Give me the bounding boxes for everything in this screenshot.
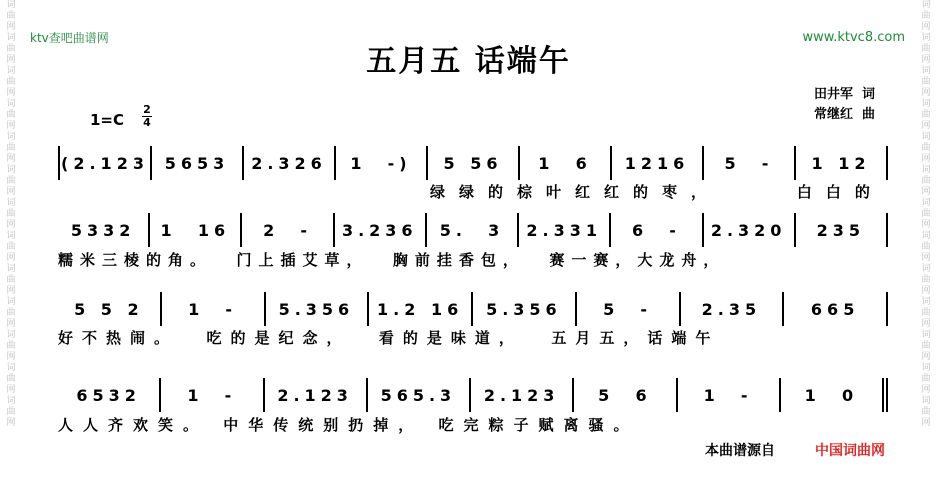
lyrics-line-3: 好不热闹。 吃的是纪念， 看的是味道， 五月五，话端午	[58, 329, 720, 347]
watermark-char: 词	[6, 264, 16, 274]
watermark-char: 网	[6, 352, 16, 362]
composer-credit: 常继红 曲	[814, 107, 876, 122]
watermark-char: 网	[921, 385, 931, 395]
watermark-char: 词	[921, 297, 931, 307]
watermark-char: 词	[921, 132, 931, 142]
measure: 6532	[58, 378, 161, 412]
watermark-char: 词	[921, 33, 931, 43]
watermark-char: 网	[6, 55, 16, 65]
credits	[814, 85, 875, 125]
watermark-char: 词	[921, 231, 931, 241]
measure: 2.123	[265, 378, 368, 412]
watermark-char: 词	[6, 132, 16, 142]
staff-line-3	[58, 292, 888, 326]
watermark-char: 曲	[6, 176, 16, 186]
source-label: 本曲谱源自	[705, 443, 775, 459]
watermark-char: 网	[921, 88, 931, 98]
watermark-char: 词	[6, 0, 16, 10]
watermark-char: 曲	[921, 374, 931, 384]
measure: 3.236	[335, 213, 427, 247]
watermark-char: 词	[6, 165, 16, 175]
measure: 1 -)	[336, 146, 428, 180]
source-site-link[interactable]: 中国词曲网	[815, 443, 885, 459]
watermark-char: 词	[921, 363, 931, 373]
watermark-char: 曲	[921, 176, 931, 186]
measure: 1 -	[678, 378, 781, 412]
measure: 1 6	[520, 146, 612, 180]
measure: 5.356	[266, 292, 370, 326]
measure: 5 5 2	[58, 292, 162, 326]
watermark-char: 曲	[921, 242, 931, 252]
lyrics-line-1: 绿绿的棕叶红红的枣， 白白的	[430, 183, 884, 201]
watermark-char: 词	[921, 66, 931, 76]
measure: (2.123	[58, 146, 152, 180]
watermark-char: 曲	[6, 77, 16, 87]
measure: 2.326	[244, 146, 336, 180]
measure: 1.2 16	[369, 292, 473, 326]
measure: 1 12	[796, 146, 888, 180]
watermark-char: 曲	[6, 242, 16, 252]
watermark-char: 曲	[6, 11, 16, 21]
measure: 2.123	[471, 378, 574, 412]
site-name-left[interactable]: ktv查吧曲谱网	[30, 31, 109, 45]
measure: 5332	[58, 213, 150, 247]
watermark-char: 曲	[6, 275, 16, 285]
measure: 1 16	[150, 213, 242, 247]
time-signature-bottom: 4	[143, 116, 151, 129]
watermark-char: 词	[6, 363, 16, 373]
measure: 565.3	[368, 378, 471, 412]
watermark-char: 网	[921, 418, 931, 428]
lyrics-line-4: 人人齐欢笑。 中华传统别扔掉， 吃完粽子赋离骚。	[58, 416, 639, 434]
staff-line-4	[58, 378, 888, 412]
watermark-char: 网	[6, 286, 16, 296]
measure: 5 -	[577, 292, 681, 326]
watermark-char: 曲	[921, 341, 931, 351]
watermark-char: 网	[921, 319, 931, 329]
watermark-char: 词	[6, 33, 16, 43]
watermark-char: 词	[921, 396, 931, 406]
key-signature: 1=C	[90, 111, 125, 129]
measure: 1 -	[162, 292, 266, 326]
watermark-char: 词	[921, 99, 931, 109]
measure: 5653	[152, 146, 244, 180]
watermark-char: 词	[6, 66, 16, 76]
watermark-char: 网	[921, 22, 931, 32]
measure: 235	[796, 213, 888, 247]
watermark-char: 网	[6, 154, 16, 164]
measure: 665	[784, 292, 888, 326]
measure: 6 -	[611, 213, 703, 247]
watermark-char: 网	[6, 121, 16, 131]
watermark-char: 网	[6, 187, 16, 197]
watermark-char: 词	[921, 165, 931, 175]
measure: 1 -	[161, 378, 264, 412]
watermark-char: 词	[6, 396, 16, 406]
time-signature	[142, 104, 152, 129]
watermark-char: 词	[6, 330, 16, 340]
lyrics-line-2: 糯米三棱的角。 门上插艾草， 胸前挂香包， 赛一赛，大龙舟，	[58, 251, 726, 269]
watermark-char: 网	[921, 187, 931, 197]
watermark-char: 曲	[6, 374, 16, 384]
watermark-char: 曲	[6, 407, 16, 417]
watermark-char: 曲	[921, 275, 931, 285]
watermark-char: 网	[6, 319, 16, 329]
watermark-char: 曲	[6, 110, 16, 120]
measure: 1216	[612, 146, 704, 180]
watermark-char: 曲	[921, 143, 931, 153]
watermark-char: 曲	[921, 209, 931, 219]
measure: 5.356	[473, 292, 577, 326]
watermark-char: 网	[921, 253, 931, 263]
measure: 1 0	[781, 378, 888, 412]
watermark-char: 词	[6, 99, 16, 109]
watermark-char: 词	[6, 231, 16, 241]
watermark-char: 网	[6, 418, 16, 428]
watermark-char: 曲	[921, 110, 931, 120]
watermark-char: 曲	[6, 44, 16, 54]
watermark-char: 曲	[921, 308, 931, 318]
measure: 5 56	[428, 146, 520, 180]
watermark-char: 网	[921, 286, 931, 296]
watermark-char: 网	[6, 220, 16, 230]
watermark-char: 网	[921, 121, 931, 131]
measure: 5 6	[574, 378, 677, 412]
time-signature-top: 2	[143, 103, 151, 116]
staff-line-1	[58, 146, 888, 180]
measure: 2.35	[681, 292, 785, 326]
measure: 2.331	[519, 213, 611, 247]
watermark-char: 词	[921, 264, 931, 274]
measure: 2 -	[242, 213, 334, 247]
watermark-char: 网	[6, 88, 16, 98]
lyricist-credit: 田井军 词	[814, 87, 876, 102]
watermark-char: 曲	[6, 143, 16, 153]
staff-line-2	[58, 213, 888, 247]
watermark-char: 网	[6, 22, 16, 32]
watermark-char: 曲	[921, 407, 931, 417]
watermark-char: 曲	[6, 209, 16, 219]
watermark-char: 网	[921, 352, 931, 362]
watermark-char: 词	[921, 198, 931, 208]
watermark-char: 曲	[6, 308, 16, 318]
watermark-char: 网	[921, 220, 931, 230]
site-url-right[interactable]: www.ktvc8.com	[802, 30, 905, 45]
song-title: 五月五 话端午	[366, 44, 571, 79]
watermark-char: 词	[921, 330, 931, 340]
watermark-char: 词	[921, 0, 931, 10]
watermark-char: 网	[6, 253, 16, 263]
watermark-char: 词	[6, 198, 16, 208]
measure: 5 -	[704, 146, 796, 180]
watermark-char: 曲	[6, 341, 16, 351]
watermark-char: 网	[921, 154, 931, 164]
watermark-char: 曲	[921, 77, 931, 87]
watermark-char: 曲	[921, 44, 931, 54]
watermark-char: 曲	[921, 11, 931, 21]
watermark-char: 网	[6, 385, 16, 395]
measure: 2.320	[704, 213, 796, 247]
measure: 5. 3	[427, 213, 519, 247]
watermark-char: 网	[921, 55, 931, 65]
watermark-char: 词	[6, 297, 16, 307]
